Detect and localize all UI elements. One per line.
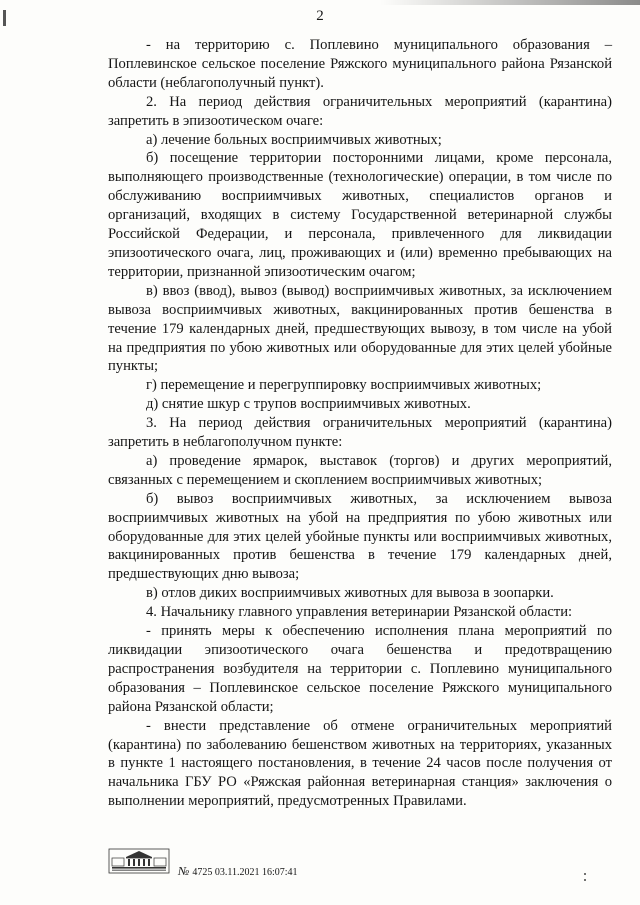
paragraph-3: 3. На период действия ограничительных мероприятий (карантина) запретить в неблагополучном пункте: [108,415,612,451]
paragraph-3v: в) отлов диких восприимчивых животных для вывоза в зоопарки. [146,585,554,602]
scan-speck [584,879,586,881]
paragraph-3a: а) проведение ярмарок, выставок (торгов) и других мероприятий, связанных с перемещением и скоплением восприимчивых животных; [108,452,612,488]
paragraph-4-submission: - внести представление об отмене ограничительных мероприятий (карантина) по заболеванию бешенством животных на территориях, указанных в пункте 1 настоящего постановления, в течение 24 часов после получения от начальника ГБУ РО «Ряжская районная ветеринарная станция» заключения о выполнении мероприятий, предусмотренных Правилами. [108,717,612,810]
paragraph-4: 4. Начальнику главного управления ветеринарии Рязанской области: [146,604,573,621]
document-footer [108,848,408,880]
paragraph-3b: б) вывоз восприимчивых животных, за исключением вывоза восприимчивых животных на убой на предприятия по убою животных или оборудованные для этих целей убойные пункты или восприимчивых животных, вакцинированных против бешенства в течение 179 календарных дней, предшествующих дню вывоза; [108,490,612,583]
government-building-icon [108,848,170,874]
paragraph-2b: б) посещение территории посторонними лицами, кроме персонала, выполняющего производственные (технологические) операции, в том числе по обслуживанию восприимчивых животных, специалистов органов и организаций, входящих в систему Государственной ветеринарной службы Российской Федерации, и персонала, привлеченного для ликвидации эпизоотического очага, лиц, проживающих и (или) временно пребывающих на территории, признанной эпизоотическим очагом; [108,150,612,280]
scan-edge-shadow [380,0,640,5]
paragraph-territory: - на территорию с. Поплевино муниципального образования – Поплевинское сельское поселение Ряжского муниципального района Рязанской области (неблагополучный пункт). [108,37,612,91]
paragraph-4-measures: - принять меры к обеспечению исполнения плана мероприятий по ликвидации эпизоотического очага бешенства и предотвращению распространения возбудителя на территории с. Поплевино муниципального образования – Поплевинское сельское поселение Ряжского муниципального района Рязанской области; [108,623,612,715]
document-body [108,36,612,811]
document-reference: 4725 03.11.2021 16:07:41 [192,867,298,878]
scan-speck [584,873,586,875]
page-number: 2 [316,8,324,24]
paragraph-2a: а) лечение больных восприимчивых животных; [146,131,442,148]
paragraph-2d: д) снятие шкур с трупов восприимчивых животных. [146,396,471,413]
paragraph-2v: в) ввоз (ввод), вывоз (вывод) восприимчивых животных, за исключением вывоза восприимчивых животных, вакцинированных против бешенства в течение 179 календарных дней, предшествующих вывозу, в том числе на убой на предприятия по убою животных или оборудованные для этих целей убойные пункты; [108,282,612,375]
number-sign: № [178,864,190,878]
document-registration-stamp [178,864,298,879]
paragraph-2g: г) перемещение и перегруппировку восприимчивых животных; [146,377,542,394]
paragraph-2: 2. На период действия ограничительных мероприятий (карантина) запретить в эпизоотическом очаге: [108,93,612,129]
